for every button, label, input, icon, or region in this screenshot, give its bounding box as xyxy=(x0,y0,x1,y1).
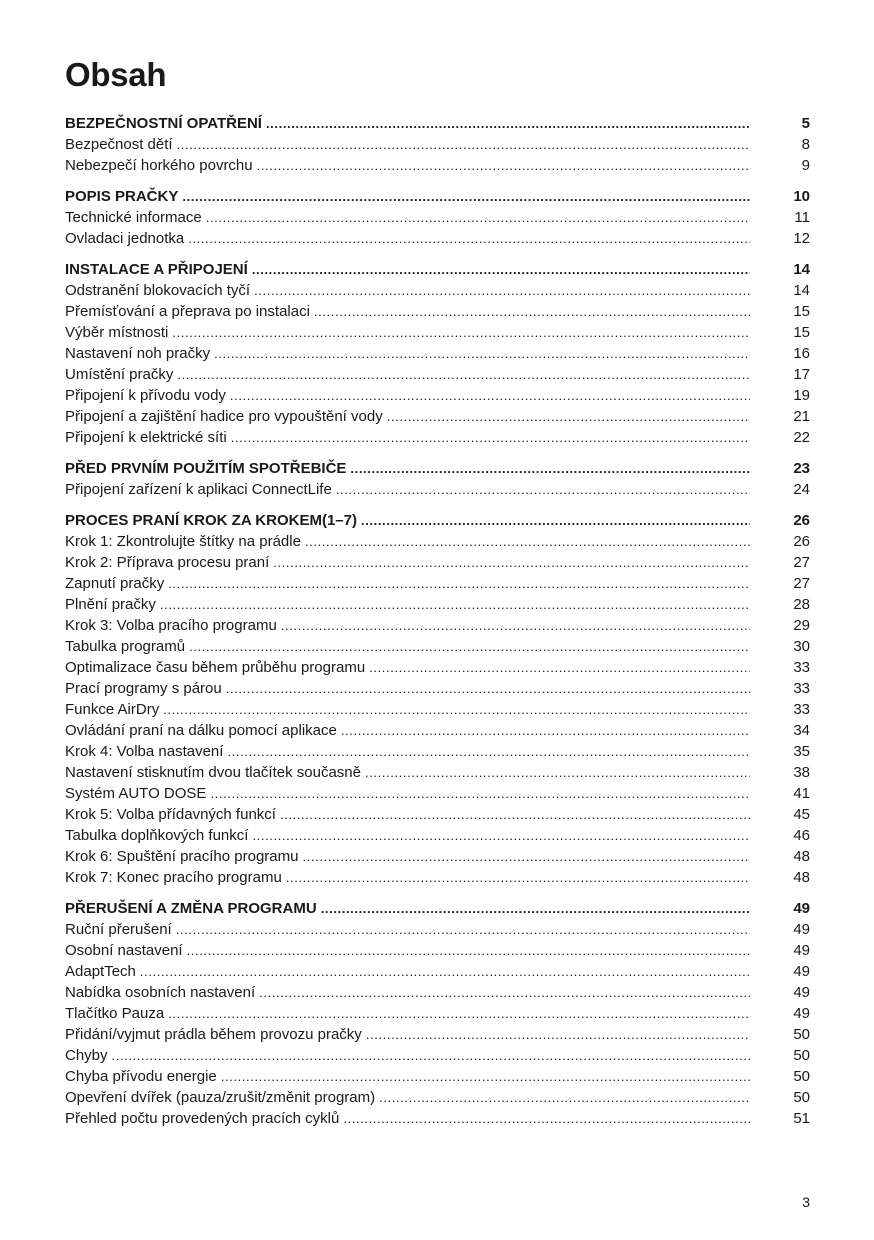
toc-entry-label: Připojení k přívodu vody xyxy=(65,387,226,404)
dot-leader xyxy=(65,406,750,427)
toc-entry-label: Osobní nastavení xyxy=(65,942,183,959)
dot-leader xyxy=(65,940,750,961)
dots xyxy=(188,228,750,249)
dots xyxy=(189,636,750,657)
toc-entry-page: 26 xyxy=(793,512,810,529)
toc-entry[interactable] xyxy=(65,678,810,699)
dots xyxy=(286,867,750,888)
toc-entry[interactable] xyxy=(65,155,810,176)
dot-leader xyxy=(65,846,750,867)
toc-entry-page: 50 xyxy=(793,1026,810,1043)
toc-entry[interactable] xyxy=(65,804,810,825)
dots xyxy=(112,1045,750,1066)
toc-entry-label: Systém AUTO DOSE xyxy=(65,785,207,802)
dots xyxy=(336,479,750,500)
toc-entry-label: Technické informace xyxy=(65,209,202,226)
toc-entry[interactable] xyxy=(65,280,810,301)
dot-leader xyxy=(65,783,750,804)
dot-leader xyxy=(65,594,750,615)
toc-entry[interactable] xyxy=(65,699,810,720)
toc-section-heading[interactable] xyxy=(65,510,810,531)
dot-leader xyxy=(65,961,750,982)
toc-entry[interactable] xyxy=(65,343,810,364)
dots xyxy=(206,207,750,228)
dot-leader xyxy=(65,343,750,364)
toc-entry-page: 50 xyxy=(793,1068,810,1085)
dot-leader xyxy=(65,741,750,762)
toc-section-heading[interactable] xyxy=(65,259,810,280)
dots xyxy=(259,982,750,1003)
toc-entry-page: 30 xyxy=(793,638,810,655)
toc-entry[interactable] xyxy=(65,615,810,636)
toc-entry-label: Krok 7: Konec pracího programu xyxy=(65,869,282,886)
dot-leader xyxy=(65,186,750,207)
dot-leader xyxy=(65,510,750,531)
toc-entry-page: 48 xyxy=(793,848,810,865)
toc-entry[interactable] xyxy=(65,301,810,322)
dots xyxy=(177,134,750,155)
page-title: Obsah xyxy=(65,56,167,93)
toc-entry[interactable] xyxy=(65,594,810,615)
dot-leader xyxy=(65,134,750,155)
dots xyxy=(257,155,750,176)
page-number: 3 xyxy=(802,1194,810,1210)
toc-entry-page: 22 xyxy=(793,429,810,446)
toc-entry-page: 26 xyxy=(793,533,810,550)
toc-entry-label: INSTALACE A PŘIPOJENÍ xyxy=(65,261,248,278)
toc-entry-page: 50 xyxy=(793,1089,810,1106)
toc-entry-page: 28 xyxy=(793,596,810,613)
toc-entry-page: 49 xyxy=(793,1005,810,1022)
toc-entry[interactable] xyxy=(65,825,810,846)
dot-leader xyxy=(65,385,750,406)
toc-entry-page: 24 xyxy=(793,481,810,498)
dot-leader xyxy=(65,458,750,479)
dots xyxy=(280,804,750,825)
toc-entry[interactable] xyxy=(65,364,810,385)
toc-entry-page: 11 xyxy=(794,209,810,226)
toc-entry-label: Nastavení stisknutím dvou tlačítek současně xyxy=(65,764,361,781)
toc-entry-page: 34 xyxy=(793,722,810,739)
dot-leader xyxy=(65,825,750,846)
toc-entry-page: 27 xyxy=(793,575,810,592)
dot-leader xyxy=(65,919,750,940)
toc-entry[interactable] xyxy=(65,228,810,249)
toc-entry-label: Připojení a zajištění hadice pro vypouštění vody xyxy=(65,408,383,425)
toc-entry-label: PROCES PRANÍ KROK ZA KROKEM(1–7) xyxy=(65,512,357,529)
toc-entry-page: 45 xyxy=(793,806,810,823)
toc-entry-label: Tabulka doplňkových funkcí xyxy=(65,827,249,844)
toc-entry-page: 33 xyxy=(793,701,810,718)
toc-entry[interactable] xyxy=(65,1003,810,1024)
dots xyxy=(177,364,750,385)
dot-leader xyxy=(65,982,750,1003)
dot-leader xyxy=(65,427,750,448)
dots xyxy=(321,898,750,919)
dots xyxy=(281,615,750,636)
toc-entry-label: Krok 3: Volba pracího programu xyxy=(65,617,277,634)
dots xyxy=(350,458,750,479)
dot-leader xyxy=(65,207,750,228)
dots xyxy=(254,280,750,301)
dot-leader xyxy=(65,552,750,573)
toc-entry-page: 10 xyxy=(793,188,810,205)
toc-entry-label: Krok 6: Spuštění pracího programu xyxy=(65,848,299,865)
dot-leader xyxy=(65,1045,750,1066)
toc-entry-page: 49 xyxy=(793,984,810,1001)
toc-entry[interactable] xyxy=(65,919,810,940)
toc-entry-page: 29 xyxy=(793,617,810,634)
toc-entry-page: 27 xyxy=(793,554,810,571)
toc-entry[interactable] xyxy=(65,385,810,406)
dot-leader xyxy=(65,1087,750,1108)
toc-section-heading[interactable] xyxy=(65,458,810,479)
toc-entry-label: AdaptTech xyxy=(65,963,136,980)
dot-leader xyxy=(65,615,750,636)
toc-entry-label: Prací programy s párou xyxy=(65,680,222,697)
toc-entry-label: Umístění pračky xyxy=(65,366,174,383)
toc-entry-page: 21 xyxy=(793,408,810,425)
dots xyxy=(160,594,750,615)
toc-entry[interactable] xyxy=(65,406,810,427)
dot-leader xyxy=(65,762,750,783)
toc-entry-label: Ovladaci jednotka xyxy=(65,230,185,247)
dot-leader xyxy=(65,301,750,322)
toc-entry-label: Přehled počtu provedených pracích cyklů xyxy=(65,1110,340,1127)
toc-entry[interactable] xyxy=(65,1087,810,1108)
toc-entry-label: Tabulka programů xyxy=(65,638,186,655)
toc-entry-label: Krok 2: Příprava procesu praní xyxy=(65,554,270,571)
dots xyxy=(361,510,750,531)
dots xyxy=(187,940,750,961)
dots xyxy=(252,825,750,846)
dots xyxy=(176,919,750,940)
toc-entry[interactable] xyxy=(65,657,810,678)
dots xyxy=(140,961,750,982)
toc-entry-page: 14 xyxy=(793,282,810,299)
toc-entry-label: Funkce AirDry xyxy=(65,701,160,718)
toc-entry[interactable] xyxy=(65,636,810,657)
toc-section xyxy=(65,898,810,1129)
dot-leader xyxy=(65,1024,750,1045)
dots xyxy=(314,301,750,322)
dot-leader xyxy=(65,1108,750,1129)
toc-entry[interactable] xyxy=(65,961,810,982)
toc-entry[interactable] xyxy=(65,940,810,961)
toc-entry[interactable] xyxy=(65,783,810,804)
toc-entry[interactable] xyxy=(65,427,810,448)
toc-section xyxy=(65,458,810,500)
toc-entry-page: 17 xyxy=(793,366,810,383)
toc-entry[interactable] xyxy=(65,1108,810,1129)
toc-entry-page: 8 xyxy=(801,136,810,153)
toc-entry-label: Zapnutí pračky xyxy=(65,575,165,592)
toc-entry-page: 33 xyxy=(793,659,810,676)
dot-leader xyxy=(65,1066,750,1087)
toc-entry-page: 51 xyxy=(793,1110,810,1127)
toc-section xyxy=(65,113,810,176)
dots xyxy=(366,1024,750,1045)
toc-entry-page: 23 xyxy=(793,460,810,477)
dots xyxy=(210,783,750,804)
dots xyxy=(379,1087,750,1108)
toc-entry[interactable] xyxy=(65,720,810,741)
dots xyxy=(273,552,750,573)
toc-section-heading[interactable] xyxy=(65,898,810,919)
toc-entry-page: 49 xyxy=(793,900,810,917)
toc-entry-label: Optimalizace času během průběhu programu xyxy=(65,659,366,676)
toc-entry-page: 15 xyxy=(793,324,810,341)
toc-entry-page: 50 xyxy=(793,1047,810,1064)
dot-leader xyxy=(65,228,750,249)
toc-entry-label: Připojení zařízení k aplikaci ConnectLife xyxy=(65,481,332,498)
dot-leader xyxy=(65,322,750,343)
toc-entry-label: Krok 4: Volba nastavení xyxy=(65,743,224,760)
dots xyxy=(163,699,750,720)
dot-leader xyxy=(65,657,750,678)
toc-entry[interactable] xyxy=(65,982,810,1003)
dot-leader xyxy=(65,867,750,888)
toc-entry-page: 14 xyxy=(793,261,810,278)
dot-leader xyxy=(65,699,750,720)
toc-section-heading[interactable] xyxy=(65,186,810,207)
dot-leader xyxy=(65,1003,750,1024)
dots xyxy=(369,657,750,678)
dot-leader xyxy=(65,155,750,176)
toc-entry[interactable] xyxy=(65,1045,810,1066)
toc-entry-label: Chyby xyxy=(65,1047,108,1064)
toc-section-heading[interactable] xyxy=(65,113,810,134)
dot-leader xyxy=(65,573,750,594)
toc-entry[interactable] xyxy=(65,207,810,228)
toc-entry[interactable] xyxy=(65,573,810,594)
toc-entry[interactable] xyxy=(65,741,810,762)
dot-leader xyxy=(65,720,750,741)
toc-entry[interactable] xyxy=(65,531,810,552)
toc-entry-label: Krok 1: Zkontrolujte štítky na prádle xyxy=(65,533,301,550)
dot-leader xyxy=(65,804,750,825)
toc-entry-page: 49 xyxy=(793,921,810,938)
toc-entry[interactable] xyxy=(65,134,810,155)
toc-entry-page: 19 xyxy=(793,387,810,404)
dots xyxy=(214,343,750,364)
dot-leader xyxy=(65,259,750,280)
toc-entry[interactable] xyxy=(65,1024,810,1045)
dots xyxy=(266,113,750,134)
toc-entry-label: Odstranění blokovacích tyčí xyxy=(65,282,251,299)
toc-entry[interactable] xyxy=(65,867,810,888)
toc-entry-label: Přemísťování a přeprava po instalaci xyxy=(65,303,310,320)
dots xyxy=(302,846,750,867)
dots xyxy=(227,741,750,762)
toc-entry-page: 41 xyxy=(793,785,810,802)
dot-leader xyxy=(65,280,750,301)
toc-entry-label: Krok 5: Volba přídavných funkcí xyxy=(65,806,276,823)
dots xyxy=(343,1108,750,1129)
dots xyxy=(168,573,750,594)
toc-entry-page: 33 xyxy=(793,680,810,697)
dots xyxy=(221,1066,750,1087)
toc-entry-page: 5 xyxy=(801,115,810,132)
toc-entry-label: Chyba přívodu energie xyxy=(65,1068,217,1085)
toc-entry-label: Tlačítko Pauza xyxy=(65,1005,165,1022)
dots xyxy=(387,406,750,427)
dot-leader xyxy=(65,113,750,134)
toc-entry-label: Opevření dvířek (pauza/zrušit/změnit program) xyxy=(65,1089,376,1106)
dots xyxy=(341,720,750,741)
table-of-contents xyxy=(65,113,810,1139)
toc-entry-label: Nebezpečí horkého povrchu xyxy=(65,157,253,174)
toc-entry[interactable] xyxy=(65,762,810,783)
dots xyxy=(182,186,750,207)
toc-entry-label: Výběr místnosti xyxy=(65,324,169,341)
toc-entry-page: 49 xyxy=(793,963,810,980)
toc-entry[interactable] xyxy=(65,479,810,500)
toc-entry-page: 35 xyxy=(793,743,810,760)
dots xyxy=(168,1003,750,1024)
dots xyxy=(226,678,750,699)
toc-entry-page: 15 xyxy=(793,303,810,320)
dots xyxy=(252,259,750,280)
toc-entry[interactable] xyxy=(65,552,810,573)
dot-leader xyxy=(65,531,750,552)
toc-entry[interactable] xyxy=(65,1066,810,1087)
dot-leader xyxy=(65,898,750,919)
toc-entry-label: PŘERUŠENÍ A ZMĚNA PROGRAMU xyxy=(65,900,317,917)
toc-entry[interactable] xyxy=(65,846,810,867)
toc-entry-page: 48 xyxy=(793,869,810,886)
toc-section xyxy=(65,186,810,249)
toc-entry-label: Bezpečnost dětí xyxy=(65,136,173,153)
toc-entry-label: Nastavení noh pračky xyxy=(65,345,211,362)
toc-entry-page: 12 xyxy=(793,230,810,247)
toc-entry-page: 9 xyxy=(801,157,810,174)
toc-entry-label: Připojení k elektrické síti xyxy=(65,429,227,446)
toc-entry-label: Ruční přerušení xyxy=(65,921,172,938)
toc-section xyxy=(65,510,810,888)
dots xyxy=(230,385,750,406)
dot-leader xyxy=(65,678,750,699)
toc-entry-page: 49 xyxy=(793,942,810,959)
dots xyxy=(305,531,750,552)
toc-entry-label: Plnění pračky xyxy=(65,596,156,613)
dot-leader xyxy=(65,364,750,385)
toc-entry-page: 46 xyxy=(793,827,810,844)
toc-entry-label: Ovládání praní na dálku pomocí aplikace xyxy=(65,722,337,739)
toc-entry-label: PŘED PRVNÍM POUŽITÍM SPOTŘEBIČE xyxy=(65,460,347,477)
toc-entry[interactable] xyxy=(65,322,810,343)
toc-entry-label: POPIS PRAČKY xyxy=(65,188,179,205)
dot-leader xyxy=(65,479,750,500)
dot-leader xyxy=(65,636,750,657)
toc-entry-page: 16 xyxy=(793,345,810,362)
toc-entry-label: BEZPEČNOSTNÍ OPATŘENÍ xyxy=(65,115,262,132)
toc-entry-label: Nabídka osobních nastavení xyxy=(65,984,256,1001)
toc-entry-label: Přidání/vyjmut prádla během provozu pračky xyxy=(65,1026,362,1043)
toc-section xyxy=(65,259,810,448)
dots xyxy=(231,427,750,448)
dots xyxy=(365,762,750,783)
dots xyxy=(172,322,750,343)
toc-entry-page: 38 xyxy=(793,764,810,781)
